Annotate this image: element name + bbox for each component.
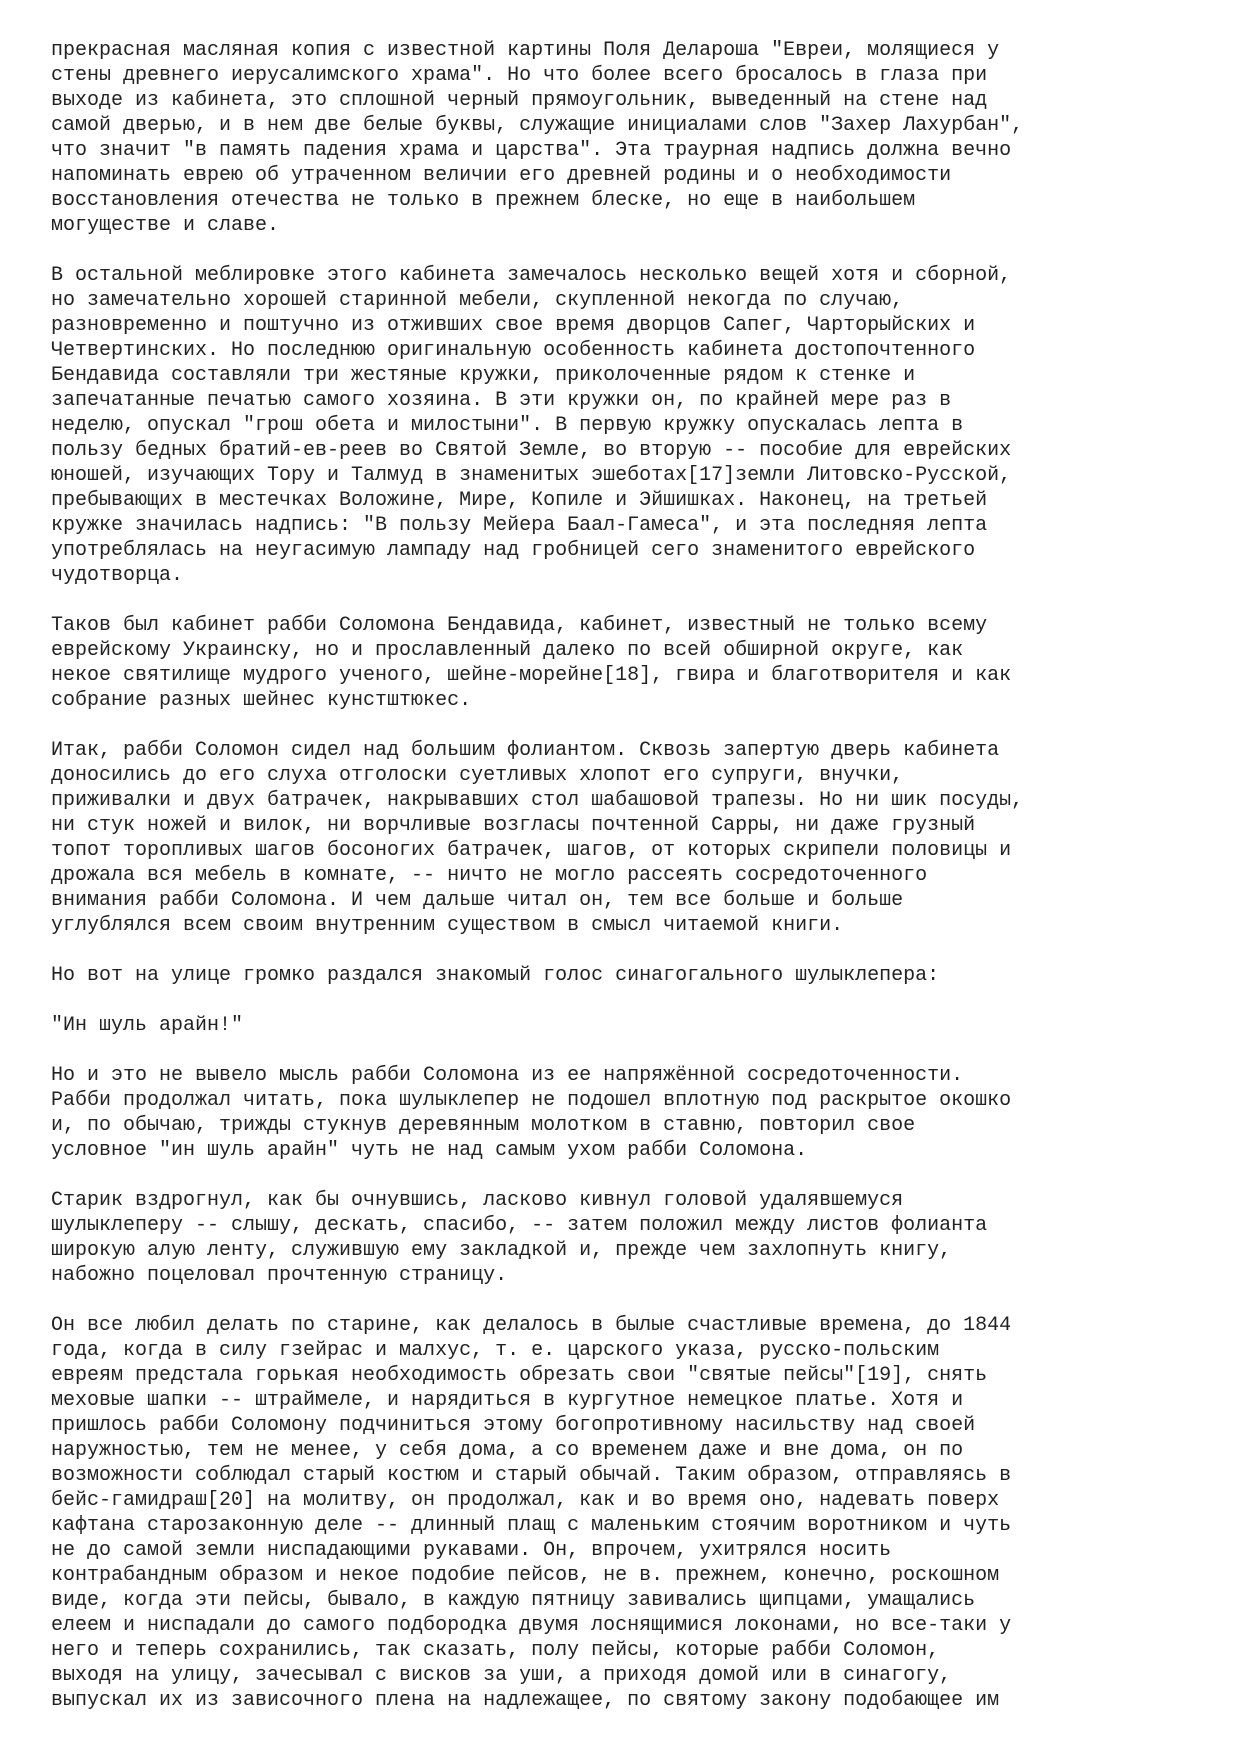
text-line: возможности соблюдал старый костюм и старый обычай. Таким образом, отправляясь в bbox=[51, 1464, 1012, 1487]
text-line: выходе из кабинета, это сплошной черный прямоугольник, выведенный на стене над bbox=[51, 89, 988, 112]
text-line: него и теперь сохранились, так сказать, полу пейсы, которые рабби Соломон, bbox=[51, 1639, 940, 1662]
text-line: года, когда в силу гзейрас и малхус, т. е. царского указа, русско-польским bbox=[51, 1339, 940, 1362]
text-line: собрание разных шейнес кунстштюкес. bbox=[51, 689, 472, 712]
text-line: и, по обычаю, трижды стукнув деревянным молотком в ставню, повторил свое bbox=[51, 1114, 916, 1137]
text-line: условное "ин шуль арайн" чуть не над самым ухом рабби Соломона. bbox=[51, 1139, 808, 1162]
document-page bbox=[51, 38, 1211, 1738]
text-line: елеем и ниспадали до самого подбородка двумя лоснящимися локонами, но все-таки у bbox=[51, 1614, 1012, 1637]
text-line: Итак, рабби Соломон сидел над большим фолиантом. Сквозь запертую дверь кабинета bbox=[51, 739, 1000, 762]
text-line: Бендавида составляли три жестяные кружки, приколоченные рядом к стенке и bbox=[51, 364, 916, 387]
text-line: не до самой земли ниспадающими рукавами. Он, впрочем, ухитрялся носить bbox=[51, 1539, 892, 1562]
text-line: виде, когда эти пейсы, бывало, в каждую пятницу завивались щипцами, умащались bbox=[51, 1589, 976, 1612]
paragraph-7 bbox=[51, 1063, 1211, 1163]
text-line: шулыклеперу -- слышу, дескать, спасибо, -- затем положил между листов фолианта bbox=[51, 1214, 988, 1237]
paragraph-1 bbox=[51, 38, 1211, 238]
text-line: чудотворца. bbox=[51, 564, 184, 587]
text-line: восстановления отечества не только в прежнем блеске, но еще в наибольшем bbox=[51, 189, 916, 212]
paragraph-9 bbox=[51, 1313, 1211, 1713]
paragraph-8 bbox=[51, 1188, 1211, 1288]
paragraph-4 bbox=[51, 738, 1211, 938]
text-line: стены древнего иерусалимского храма". Но что более всего бросалось в глаза при bbox=[51, 64, 988, 87]
text-line: прекрасная масляная копия с известной картины Поля Делароша "Евреи, молящиеся у bbox=[51, 39, 1000, 62]
text-line: топот торопливых шагов босоногих батрачек, шагов, от которых скрипели половицы и bbox=[51, 839, 1012, 862]
paragraph-3 bbox=[51, 613, 1211, 713]
text-line: выпускал их из зависочного плена на надлежащее, по святому закону подобающее им bbox=[51, 1689, 1000, 1712]
paragraph-2 bbox=[51, 263, 1211, 588]
text-line: доносились до его слуха отголоски суетливых хлопот его супруги, внучки, bbox=[51, 764, 904, 787]
text-line: Старик вздрогнул, как бы очнувшись, ласково кивнул головой удалявшемуся bbox=[51, 1189, 904, 1212]
text-line: самой дверью, и в нем две белые буквы, служащие инициалами слов "Захер Лахурбан", bbox=[51, 114, 1024, 137]
text-line: Но и это не вывело мысль рабби Соломона из ее напряжённой сосредоточенности. bbox=[51, 1064, 964, 1087]
text-line: внимания рабби Соломона. И чем дальше читал он, тем все больше и больше bbox=[51, 889, 904, 912]
text-line: меховые шапки -- штраймеле, и нарядиться в кургутное немецкое платье. Хотя и bbox=[51, 1389, 964, 1412]
text-line: разновременно и поштучно из отживших свое время дворцов Сапег, Чарторыйских и bbox=[51, 314, 976, 337]
text-line: Но вот на улице громко раздался знакомый голос синагогального шулыклепера: bbox=[51, 964, 940, 987]
text-line: широкую алую ленту, служившую ему закладкой и, прежде чем захлопнуть книгу, bbox=[51, 1239, 952, 1262]
text-line: напоминать еврею об утраченном величии его древней родины и о необходимости bbox=[51, 164, 952, 187]
text-line: Рабби продолжал читать, пока шулыклепер не подошел вплотную под раскрытое окошко bbox=[51, 1089, 1012, 1112]
text-line: приживалки и двух батрачек, накрывавших стол шабашовой трапезы. Но ни шик посуды, bbox=[51, 789, 1024, 812]
text-line: но замечательно хорошей старинной мебели, скупленной некогда по случаю, bbox=[51, 289, 904, 312]
text-line: неделю, опускал "грош обета и милостыни". В первую кружку опускалась лепта в bbox=[51, 414, 964, 437]
text-line: ни стук ножей и вилок, ни ворчливые возгласы почтенной Сарры, ни даже грузный bbox=[51, 814, 976, 837]
text-line: могуществе и славе. bbox=[51, 214, 280, 237]
text-line: дрожала вся мебель в комнате, -- ничто не могло рассеять сосредоточенного bbox=[51, 864, 928, 887]
text-line: пользу бедных братий-ев-реев во Святой Земле, во вторую -- пособие для еврейских bbox=[51, 439, 1012, 462]
text-line: употреблялась на неугасимую лампаду над гробницей сего знаменитого еврейского bbox=[51, 539, 976, 562]
text-line: некое святилище мудрого ученого, шейне-морейне[18], гвира и благотворителя и как bbox=[51, 664, 1012, 687]
text-line: Четвертинских. Но последнюю оригинальную особенность кабинета достопочтенного bbox=[51, 339, 976, 362]
text-line: что значит "в память падения храма и царства". Эта траурная надпись должна вечно bbox=[51, 139, 1012, 162]
text-line: пребывающих в местечках Воложине, Мире, Копиле и Эйшишках. Наконец, на третьей bbox=[51, 489, 988, 512]
text-line: "Ин шуль арайн!" bbox=[51, 1014, 244, 1037]
text-line: В остальной меблировке этого кабинета замечалось несколько вещей хотя и сборной, bbox=[51, 264, 1012, 287]
text-line: бейс-гамидраш[20] на молитву, он продолжал, как и во время оно, надевать поверх bbox=[51, 1489, 1000, 1512]
text-line: Он все любил делать по старине, как делалось в былые счастливые времена, до 1844 bbox=[51, 1314, 1012, 1337]
text-line: евреям предстала горькая необходимость обрезать свои "святые пейсы"[19], снять bbox=[51, 1364, 988, 1387]
text-line: углублялся всем своим внутренним существом в смысл читаемой книги. bbox=[51, 914, 844, 937]
text-line: еврейскому Украинску, но и прославленный далеко по всей обширной округе, как bbox=[51, 639, 964, 662]
text-line: кафтана старозаконную деле -- длинный плащ с маленьким стоячим воротником и чуть bbox=[51, 1514, 1012, 1537]
text-line: кружке значилась надпись: "В пользу Мейера Баал-Гамеса", и эта последняя лепта bbox=[51, 514, 988, 537]
paragraph-5 bbox=[51, 963, 1211, 988]
text-line: запечатанные печатью самого хозяина. В эти кружки он, по крайней мере раз в bbox=[51, 389, 952, 412]
text-line: Таков был кабинет рабби Соломона Бендавида, кабинет, известный не только всему bbox=[51, 614, 988, 637]
text-line: набожно поцеловал прочтенную страницу. bbox=[51, 1264, 508, 1287]
text-line: пришлось рабби Соломону подчиниться этому богопротивному насильству над своей bbox=[51, 1414, 976, 1437]
text-line: юношей, изучающих Тору и Талмуд в знаменитых эшеботах[17]земли Литовско-Русской, bbox=[51, 464, 1012, 487]
text-line: выходя на улицу, зачесывал с висков за уши, а приходя домой или в синагогу, bbox=[51, 1664, 952, 1687]
text-line: контрабандным образом и некое подобие пейсов, не в. прежнем, конечно, роскошном bbox=[51, 1564, 1000, 1587]
paragraph-6 bbox=[51, 1013, 1211, 1038]
text-line: наружностью, тем не менее, у себя дома, а со временем даже и вне дома, он по bbox=[51, 1439, 964, 1462]
